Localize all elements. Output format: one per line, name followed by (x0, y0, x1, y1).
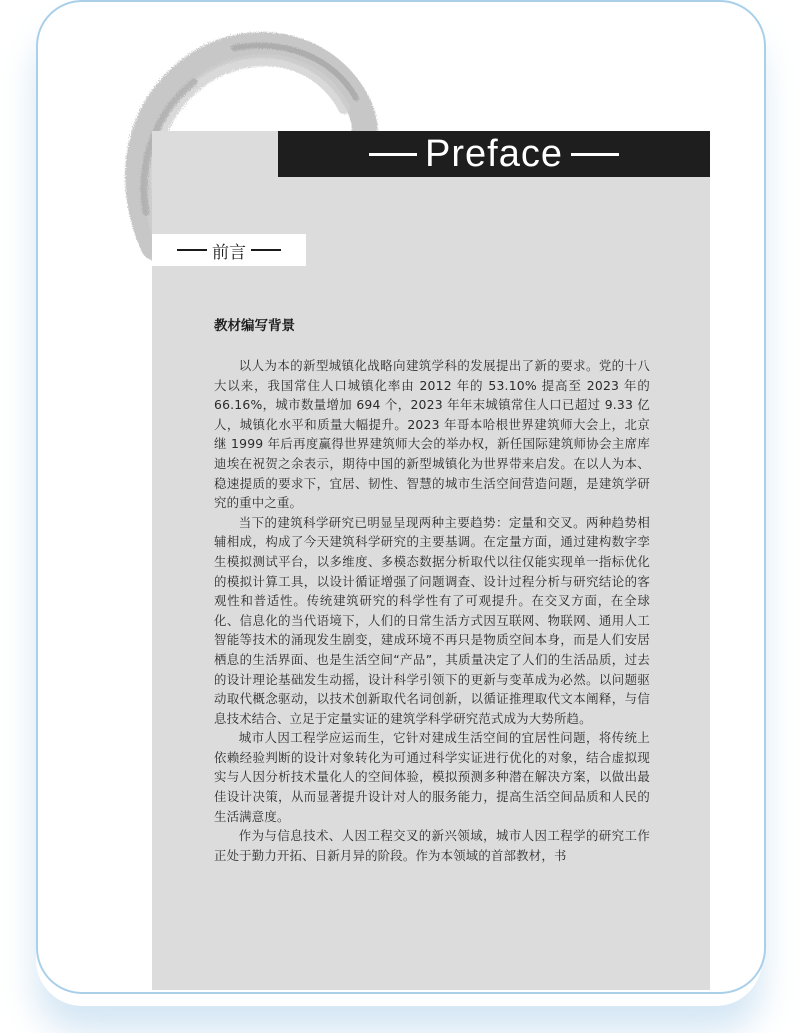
paragraph: 作为与信息技术、人因工程交叉的新兴领域，城市人因工程学的研究工作正处于勤力开拓、日新月异的阶段。作为本领域的首部教材，书 (214, 828, 650, 863)
banner-right-rule (571, 153, 619, 156)
section-tag-label: 前言 (212, 242, 246, 263)
paragraph: 以人为本的新型城镇化战略向建筑学科的发展提出了新的要求。党的十八大以来，我国常住人口城镇化率由 2012 年的 53.10% 提高至 2023 年的 66.16%，城市数量增加 694 个，2023 年年末城镇常住人口已超过 9.33 亿人，城镇化水平和质量大幅提升。2023 年哥本哈根世界建筑师大会上，北京继 1999 年后再度赢得世界建筑师大会的举办权，新任国际建筑师协会主席库迪埃在祝贺之余表示，期待中国的新型城镇化为世界带来启发。在以人为本、稳速提质的要求下，宜居、韧性、智慧的城市生活空间营造问题，是建筑学研究的重中之重。 (214, 358, 650, 511)
section-tag (152, 234, 306, 266)
banner-left-rule (369, 153, 417, 156)
preface-body (214, 318, 650, 865)
tag-left-rule (177, 249, 207, 251)
section-heading: 教材编写背景 (214, 318, 295, 334)
preface-banner (278, 131, 710, 177)
banner-title: Preface (425, 133, 563, 175)
paragraph: 城市人因工程学应运而生，它针对建成生活空间的宜居性问题，将传统上依赖经验判断的设计对象转化为可通过科学实证进行优化的对象，结合虚拟现实与人因分析技术量化人的空间体验，模拟预测多种潜在解决方案，以做出最佳设计决策，从而显著提升设计对人的服务能力，提高生活空间品质和人民的生活满意度。 (214, 730, 650, 824)
paragraph: 当下的建筑科学研究已明显呈现两种主要趋势：定量和交叉。两种趋势相辅相成，构成了今天建筑科学研究的主要基调。在定量方面，通过建构数字孪生模拟测试平台，以多维度、多模态数据分析取代以往仅能实现单一指标优化的模拟计算工具，以设计循证增强了问题调查、设计过程分析与研究结论的客观性和普适性。传统建筑研究的科学性有了可观提升。在交叉方面，在全球化、信息化的当代语境下，人们的日常生活方式因互联网、物联网、通用人工智能等技术的涌现发生剧变，建成环境不再只是物质空间本身，而是人们安居栖息的生活界面、也是生活空间“产品”，其质量决定了人们的生活品质，过去的设计理论基础发生动摇，设计科学引领下的更新与变革成为必然。以问题驱动取代概念驱动，以技术创新取代名词创新，以循证推理取代文本阐释，与信息技术结合、立足于定量实证的建筑学科学研究范式成为大势所趋。 (214, 514, 650, 726)
tag-right-rule (251, 249, 281, 251)
